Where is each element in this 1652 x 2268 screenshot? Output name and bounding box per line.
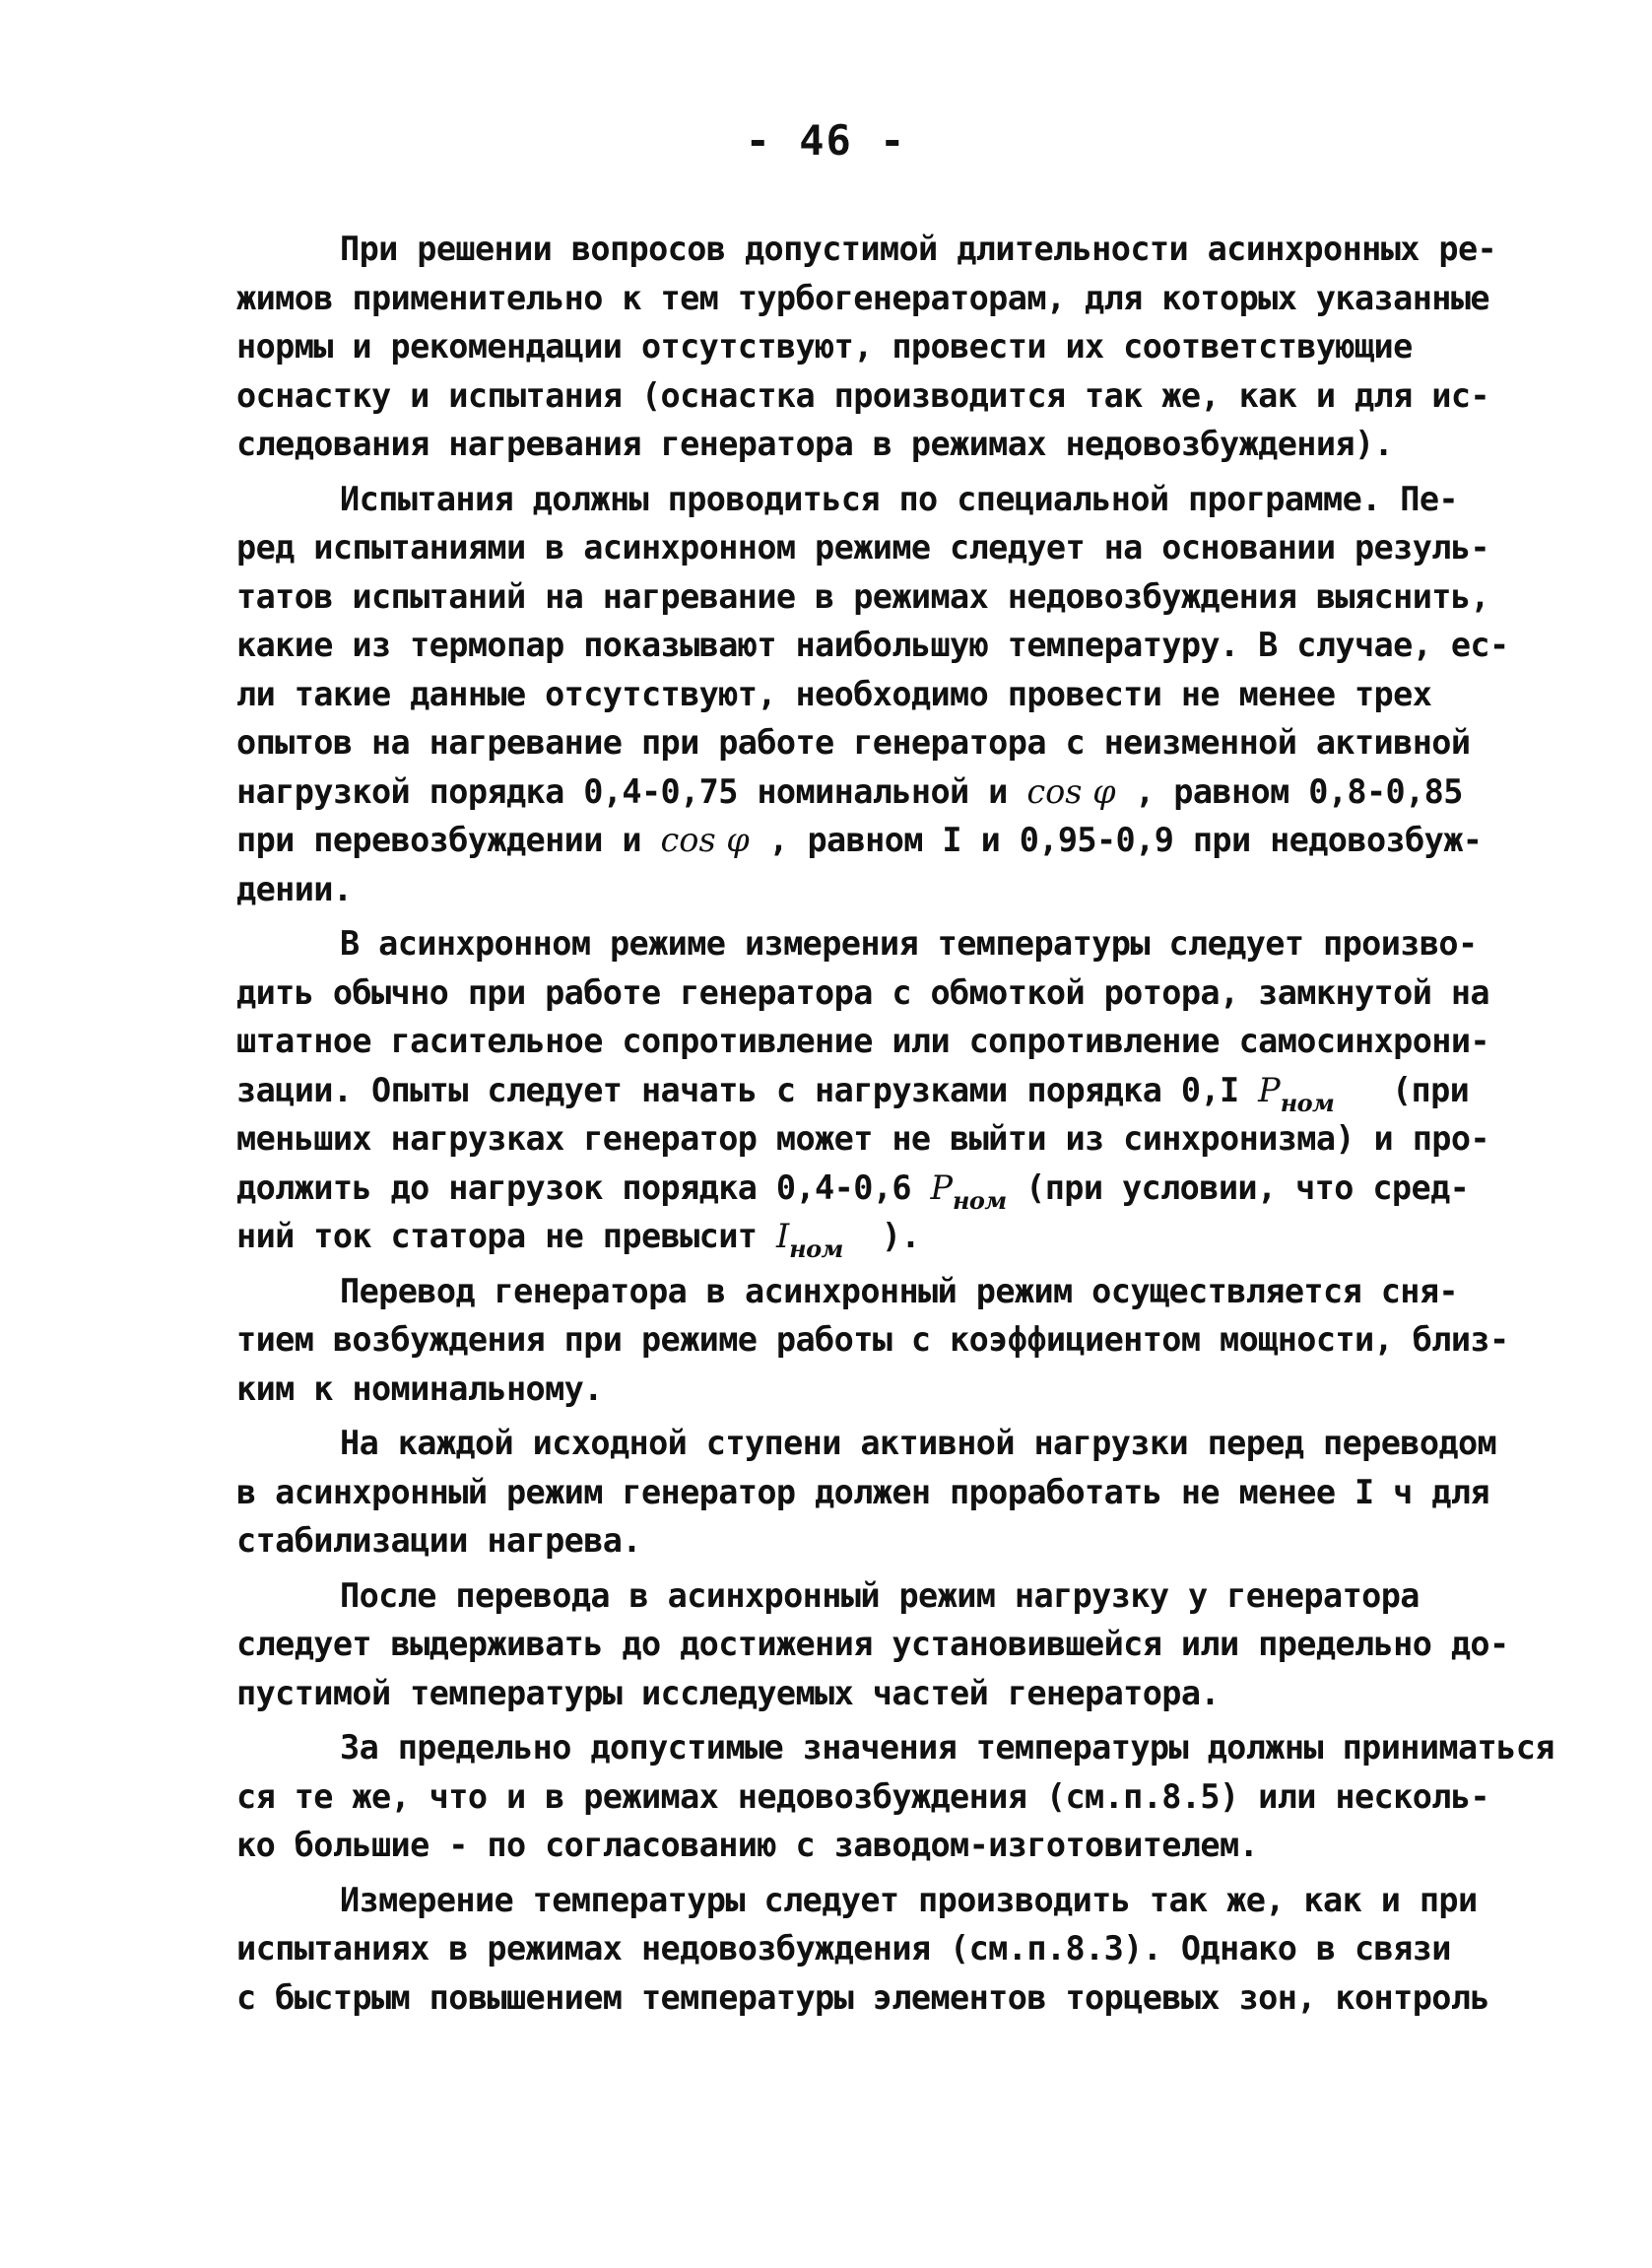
line-text: ний ток статора не превысит xyxy=(236,1217,776,1255)
text-line xyxy=(236,1212,1586,1261)
formula-subscript: ном xyxy=(953,1185,1007,1215)
text-line: При решении вопросов допустимой длительности асинхронных ре- xyxy=(340,230,1497,268)
text-line: опытов на нагревание при работе генератора с неизменной активной xyxy=(236,723,1471,762)
text-line: штатное гасительное сопротивление или сопротивление самосинхрони- xyxy=(236,1022,1489,1060)
text-line: ким к номинальному. xyxy=(236,1368,603,1408)
formula-subscript: ном xyxy=(1280,1088,1335,1117)
line-text: при перевозбуждении и xyxy=(236,821,661,859)
inline-formula: I xyxy=(775,1217,790,1255)
text-line: ред испытаниями в асинхронном режиме следует на основании резуль- xyxy=(236,528,1489,567)
text-line: Испытания должны проводиться по специальной программе. Пе- xyxy=(340,479,1458,518)
text-line: какие из термопар показывают наибольшую температуру. В случае, ес- xyxy=(236,626,1509,664)
inline-formula: P xyxy=(1258,1070,1281,1109)
text-line: нормы и рекомендации отсутствуют, провести их соответствующие xyxy=(236,327,1413,366)
text-line: татов испытаний на нагревание в режимах недовозбуждения выяснить, xyxy=(236,576,1489,616)
paragraph xyxy=(236,1723,1586,1870)
text-line: жимов применительно к тем турбогенераторам, для которых указанные xyxy=(236,278,1489,317)
text-line: с быстрым повышением температуры элементов торцевых зон, контроль xyxy=(236,1977,1489,2017)
paragraph xyxy=(236,225,1586,469)
line-text: ). xyxy=(842,1217,920,1255)
text-line: ко большие - по согласованию с заводом-изготовителем. xyxy=(236,1826,1259,1864)
paragraph xyxy=(236,1267,1586,1414)
line-text: нагрузкой порядка 0,4-0,75 номинальной и xyxy=(236,771,1027,811)
line-text: (при xyxy=(1334,1070,1470,1109)
text-line: После перевода в асинхронный режим нагрузку у генератора xyxy=(340,1575,1420,1615)
paragraph xyxy=(236,1419,1586,1566)
text-line xyxy=(236,1164,1586,1213)
text-line: За предельно допустимые значения температуры должны приниматься xyxy=(340,1728,1554,1767)
paragraph xyxy=(236,1571,1586,1718)
formula-subscript: ном xyxy=(789,1234,843,1263)
text-line: В асинхронном режиме измерения температуры следует произво- xyxy=(340,924,1478,963)
paragraph xyxy=(236,475,1586,914)
document-body xyxy=(236,225,1586,2022)
text-line: ся те же, что и в режимах недовозбуждения (см.п.8.5) или несколь- xyxy=(236,1776,1489,1816)
text-line: тием возбуждения при режиме работы с коэффициентом мощности, близ- xyxy=(236,1320,1509,1359)
text-line xyxy=(236,767,1586,817)
text-line: На каждой исходной ступени активной нагрузки перед переводом xyxy=(340,1424,1497,1462)
text-line: испытаниях в режимах недовозбуждения (см.п.8.3). Однако в связи xyxy=(236,1929,1451,1968)
text-line: меньших нагрузках генератор может не выйти из синхронизма) и про- xyxy=(236,1119,1489,1158)
text-line: стабилизации нагрева. xyxy=(236,1521,641,1560)
text-line: оснастку и испытания (оснастка производится так же, как и для ис- xyxy=(236,375,1489,415)
text-line: следует выдерживать до достижения установившейся или предельно до- xyxy=(236,1625,1509,1663)
inline-formula: cos φ xyxy=(1026,771,1116,811)
text-line: дить обычно при работе генератора с обмоткой ротора, замкнутой на xyxy=(236,972,1489,1012)
inline-formula: P xyxy=(930,1167,954,1207)
text-line: дении. xyxy=(236,869,353,908)
page-number: - 46 - xyxy=(745,116,907,165)
text-line: Перевод генератора в асинхронный режим осуществляется сня- xyxy=(340,1271,1458,1310)
line-text: (при условии, что сред- xyxy=(1006,1167,1470,1207)
inline-formula: cos φ xyxy=(660,821,750,859)
line-text: должить до нагрузок порядка 0,4-0,6 xyxy=(236,1167,931,1207)
line-text: , равном 0,8-0,85 xyxy=(1115,771,1463,811)
paragraph xyxy=(236,919,1586,1261)
text-line: Измерение температуры следует производить так же, как и при xyxy=(340,1880,1478,1919)
text-line: ли такие данные отсутствуют, необходимо провести не менее трех xyxy=(236,674,1432,713)
line-text: , равном I и 0,95-0,9 при недовозбуж- xyxy=(749,821,1483,859)
text-line: в асинхронный режим генератор должен проработать не менее I ч для xyxy=(236,1472,1489,1511)
paragraph xyxy=(236,1876,1586,2023)
text-line xyxy=(236,1066,1586,1115)
text-line: пустимой температуры исследуемых частей генератора. xyxy=(236,1673,1221,1712)
line-text: зации. Опыты следует начать с нагрузками порядка 0,I xyxy=(236,1070,1259,1109)
text-line xyxy=(236,816,1586,865)
text-line: следования нагревания генератора в режимах недовозбуждения). xyxy=(236,425,1394,463)
